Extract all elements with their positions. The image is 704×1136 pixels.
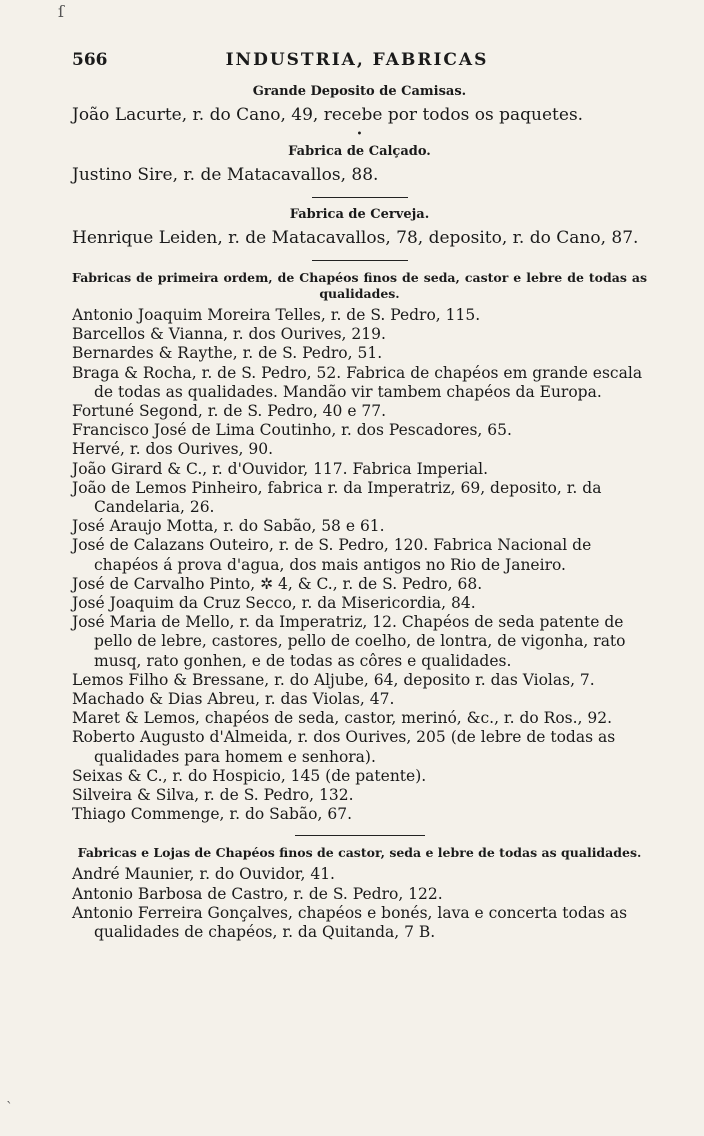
entry: Francisco José de Lima Coutinho, r. dos Pescadores, 65. bbox=[72, 421, 512, 440]
section-title: Grande Deposito de Camisas. bbox=[252, 84, 467, 99]
entry: Justino Sire, r. de Matacavallos, 88. bbox=[72, 165, 379, 185]
entry: Seixas & C., r. do Hospicio, 145 (de patente). bbox=[72, 766, 427, 785]
entry: José de Calazans Outeiro, r. de S. Pedro, 120. Fabrica Nacional de chapéos á prova d'agua, dos mais antigos no Rio de Janeiro. bbox=[72, 536, 592, 574]
entry: Henrique Leiden, r. de Matacavallos, 78, deposito, r. do Cano, 87. bbox=[72, 228, 639, 248]
section-title: Fabrica de Cerveja. bbox=[289, 207, 430, 222]
entry: Silveira & Silva, r. de S. Pedro, 132. bbox=[72, 786, 354, 805]
section-camisas bbox=[72, 84, 647, 126]
section-chapeos-primeira-ordem bbox=[72, 270, 647, 824]
section-title: Fabricas e Lojas de Chapéos finos de castor, seda e lebre de todas as qualidades. bbox=[77, 845, 642, 861]
entry: Hervé, r. dos Ourives, 90. bbox=[72, 440, 274, 459]
section-divider bbox=[312, 260, 408, 261]
entry: Lemos Filho & Bressane, r. do Aljube, 64, deposito r. das Violas, 7. bbox=[72, 670, 595, 689]
entry: José Maria de Mello, r. da Imperatriz, 12. Chapéos de seda patente de pello de lebre, castores, pello de coelho, de lontra, de vigonha, rato musq, rato gonhen, e de todas as côres e qualidades. bbox=[72, 613, 626, 670]
margin-mark: ˋ bbox=[6, 1100, 13, 1116]
entry: Machado & Dias Abreu, r. das Violas, 47. bbox=[72, 690, 395, 709]
section-cerveja bbox=[72, 207, 647, 249]
entry: Thiago Commenge, r. do Sabão, 67. bbox=[72, 805, 352, 824]
entry: João de Lemos Pinheiro, fabrica r. da Imperatriz, 69, deposito, r. da Candelaria, 26. bbox=[72, 478, 602, 517]
entry: João Girard & C., r. d'Ouvidor, 117. Fabrica Imperial. bbox=[72, 459, 488, 478]
section-chapeos-lojas bbox=[72, 845, 647, 942]
entry: Antonio Barbosa de Castro, r. de S. Pedro, 122. bbox=[72, 884, 443, 903]
entry: João Lacurte, r. do Cano, 49, recebe por todos os paquetes. bbox=[72, 105, 584, 125]
entry: Fortuné Segond, r. de S. Pedro, 40 e 77. bbox=[72, 402, 387, 421]
entry: José Joaquim da Cruz Secco, r. da Misericordia, 84. bbox=[72, 594, 476, 613]
separator-dot: • bbox=[356, 129, 363, 140]
page-number: 566 bbox=[72, 50, 108, 70]
section-calcado bbox=[72, 144, 647, 186]
entry: José de Carvalho Pinto, ✲ 4, & C., r. de S. Pedro, 68. bbox=[72, 574, 483, 593]
section-title: Fabrica de Calçado. bbox=[288, 144, 431, 159]
entry: Roberto Augusto d'Almeida, r. dos Ourives, 205 (de lebre de todas as qualidades para homem e senhora). bbox=[72, 728, 616, 766]
entry: Bernardes & Raythe, r. de S. Pedro, 51. bbox=[72, 344, 383, 363]
entry: Antonio Joaquim Moreira Telles, r. de S. Pedro, 115. bbox=[72, 306, 481, 324]
section-divider bbox=[295, 835, 425, 836]
entry: Antonio Ferreira Gonçalves, chapéos e bonés, lava e concerta todas as qualidades de chapéos, r. da Quitanda, 7 B. bbox=[72, 903, 628, 942]
page-content bbox=[72, 84, 647, 942]
margin-mark: ſ bbox=[58, 2, 64, 21]
entry: José Araujo Motta, r. do Sabão, 58 e 61. bbox=[72, 517, 385, 536]
running-title: INDUSTRIA, FABRICAS bbox=[225, 50, 489, 70]
section-title: Fabricas de primeira ordem, de Chapéos finos de seda, castor e lebre de todas as qualidades. bbox=[72, 270, 647, 301]
section-divider bbox=[312, 197, 408, 198]
entry: Barcellos & Vianna, r. dos Ourives, 219. bbox=[72, 325, 386, 344]
entry: Maret & Lemos, chapéos de seda, castor, merinó, &c., r. do Ros., 92. bbox=[72, 709, 613, 728]
page-header bbox=[72, 50, 642, 74]
entry: André Maunier, r. do Ouvidor, 41. bbox=[72, 865, 335, 884]
entry: Braga & Rocha, r. de S. Pedro, 52. Fabrica de chapéos em grande escala de todas as qualidades. Mandão vir tambem chapéos da Europa. bbox=[72, 363, 643, 401]
